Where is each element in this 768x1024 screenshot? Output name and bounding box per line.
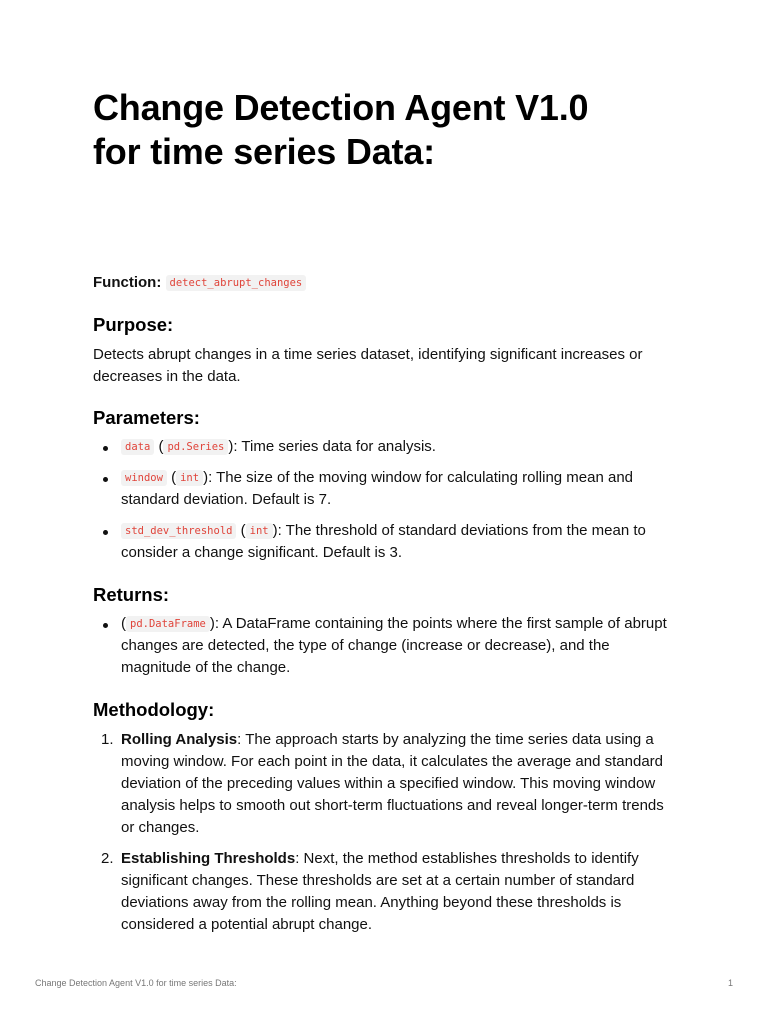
param-name: data: [121, 439, 154, 455]
methodology-item: [93, 848, 678, 936]
param-open-paren: (: [171, 469, 177, 486]
param-description: ): The threshold of standard deviations from the mean to consider a change significant. Default is 3.: [121, 522, 646, 561]
step-description: : Next, the method establishes thresholds to identify significant changes. These thresholds are set at a certain number of standard deviations away from the rolling mean. Anything beyond these thresholds is considered a potential abrupt change.: [121, 850, 639, 933]
list-number: 2.: [101, 850, 114, 867]
parameter-item: [93, 467, 678, 511]
return-open-paren: (: [121, 615, 126, 632]
return-item: [93, 613, 678, 679]
title-line-2: for time series Data:: [93, 131, 435, 172]
purpose-heading: Purpose:: [93, 314, 174, 335]
param-type: int: [246, 523, 273, 539]
title-line-1: Change Detection Agent V1.0: [93, 87, 589, 128]
function-label: Function:: [93, 274, 162, 291]
methodology-list: [93, 729, 678, 936]
step-title: Establishing Thresholds: [121, 850, 296, 867]
bullet-icon: [103, 477, 108, 482]
page-title: [93, 86, 678, 174]
function-name: detect_abrupt_changes: [166, 275, 307, 291]
param-type: int: [176, 470, 203, 486]
methodology-item: [93, 729, 678, 839]
document-page: [93, 86, 678, 945]
methodology-heading: Methodology:: [93, 699, 215, 720]
param-description: ): Time series data for analysis.: [228, 438, 436, 455]
bullet-icon: [103, 623, 108, 628]
bullet-icon: [103, 446, 108, 451]
returns-heading: Returns:: [93, 584, 170, 605]
parameters-list: [93, 436, 678, 564]
step-description: : The approach starts by analyzing the time series data using a moving window. For each point in the data, it calculates the average and standard deviation of the preceding values within a specified window. This moving window analysis helps to smooth out short-term fluctuations and reveal longer-term trends or changes.: [121, 731, 664, 836]
param-open-paren: (: [240, 522, 246, 539]
parameters-heading: Parameters:: [93, 407, 200, 428]
param-description: ): The size of the moving window for calculating rolling mean and standard deviation. Default is 7.: [121, 469, 634, 508]
return-description: ): A DataFrame containing the points where the first sample of abrupt changes are detected, the type of change (increase or decrease), and the magnitude of the change.: [121, 615, 667, 676]
function-line: [93, 273, 678, 293]
bullet-icon: [103, 530, 108, 535]
param-name: std_dev_threshold: [121, 523, 236, 539]
step-title: Rolling Analysis: [121, 731, 238, 748]
footer-title: Change Detection Agent V1.0 for time series Data:: [35, 978, 237, 988]
list-number: 1.: [101, 731, 114, 748]
param-name: window: [121, 470, 167, 486]
parameter-item: [93, 436, 678, 458]
page-number: 1: [727, 978, 733, 988]
param-open-paren: (: [158, 438, 164, 455]
param-type: pd.Series: [163, 439, 228, 455]
returns-list: [93, 613, 678, 679]
return-type: pd.DataFrame: [126, 616, 210, 632]
purpose-text: Detects abrupt changes in a time series dataset, identifying significant increases or decreases in the data.: [93, 346, 643, 385]
parameter-item: [93, 520, 678, 564]
